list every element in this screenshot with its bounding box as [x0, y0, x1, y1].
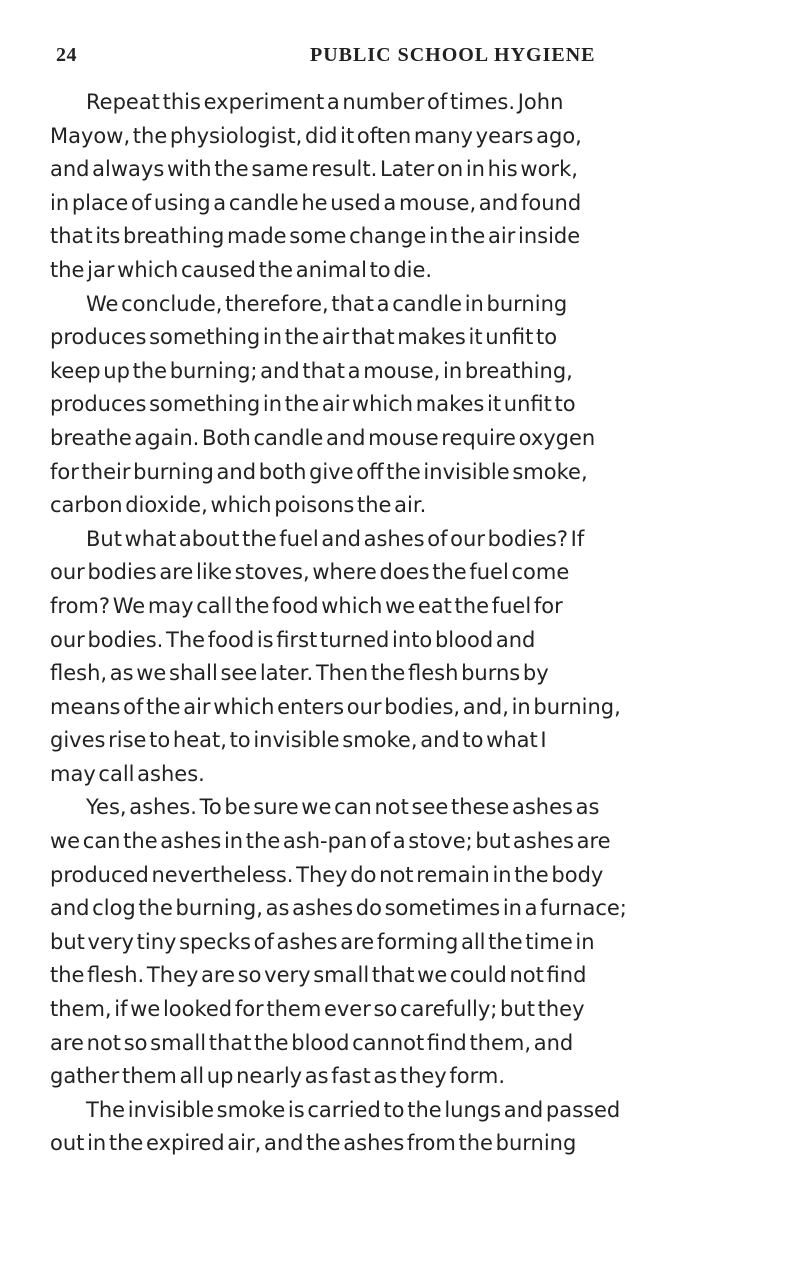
text-line: We conclude, therefore, that a candle in burning: [86, 291, 568, 316]
text-line: them, if we looked for them ever so carefully; but they: [50, 997, 585, 1022]
text-line: keep up the burning; and that a mouse, in breathing,: [50, 358, 573, 383]
text-line: But what about the fuel and ashes of our bodies? If: [86, 526, 585, 551]
text-line: are not so small that the blood cannot find them, and: [50, 1030, 574, 1055]
text-line: breathe again. Both candle and mouse require oxygen: [50, 425, 596, 450]
text-line: carbon dioxide, which poisons the air.: [50, 493, 427, 518]
text-line: means of the air which enters our bodies, and, in burning,: [50, 694, 621, 719]
text-line: in place of using a candle he used a mouse, and found: [50, 190, 582, 215]
text-line: our bodies are like stoves, where does the fuel come: [50, 560, 570, 585]
text-line: for their burning and both give off the invisible smoke,: [50, 459, 588, 484]
page-number: 24: [56, 44, 77, 66]
text-line: gives rise to heat, to invisible smoke, and to what I: [50, 728, 547, 753]
text-line: but very tiny specks of ashes are forming all the time in: [50, 929, 595, 954]
text-line: and always with the same result. Later on in his work,: [50, 157, 578, 182]
text-line: out in the expired air, and the ashes from the burning: [50, 1131, 577, 1156]
running-head: [56, 44, 744, 74]
text-line: produces something in the air which makes it unfit to: [50, 392, 576, 417]
text-line: and clog the burning, as ashes do sometimes in a furnace;: [50, 896, 627, 921]
text-line: Mayow, the physiologist, did it often many years ago,: [50, 123, 582, 148]
text-line: flesh, as we shall see later. Then the flesh burns by: [50, 661, 549, 686]
text-line: the jar which caused the animal to die.: [50, 257, 433, 282]
text-line: gather them all up nearly as fast as they form.: [50, 1064, 506, 1089]
text-line: produced nevertheless. They do not remain in the body: [50, 862, 604, 887]
text-line: our bodies. The food is first turned into blood and: [50, 627, 536, 652]
running-title: PUBLIC SCHOOL HYGIENE: [310, 44, 596, 66]
text-line: Yes, ashes. To be sure we can not see these ashes as: [86, 795, 600, 820]
text-line: we can the ashes in the ash-pan of a stove; but ashes are: [50, 829, 611, 854]
text-line: that its breathing made some change in the air inside: [50, 224, 581, 249]
text-line: Repeat this experiment a number of times. John: [86, 90, 564, 114]
text-line: may call ashes.: [50, 761, 205, 786]
body-text: [50, 86, 786, 1161]
text-line: from? We may call the food which we eat the fuel for: [50, 593, 563, 618]
text-line: The invisible smoke is carried to the lungs and passed: [86, 1097, 621, 1122]
text-line: produces something in the air that makes it unfit to: [50, 325, 558, 350]
text-line: the flesh. They are so very small that we could not find: [50, 963, 587, 988]
